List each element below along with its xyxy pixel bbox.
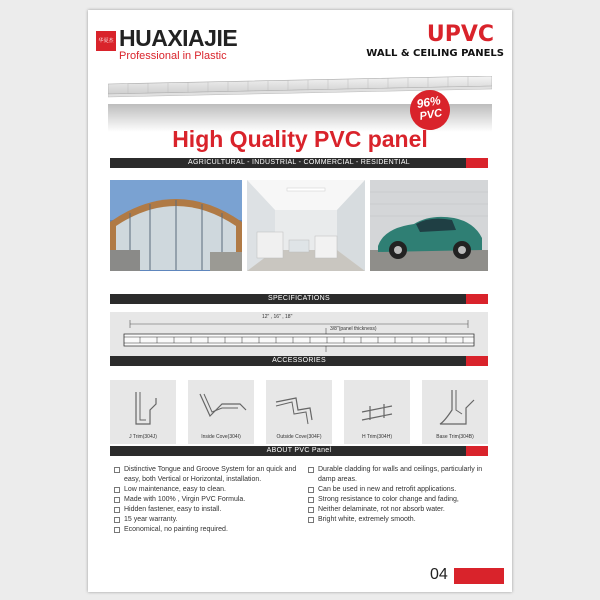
list-item-continuation: damp areas. — [318, 476, 357, 483]
badge-material: PVC — [418, 107, 444, 123]
about-bar: ABOUT PVC Panel — [110, 446, 488, 456]
applications-bar: AGRICULTURAL - INDUSTRIAL - COMMERCIAL - RESIDENTIAL — [110, 158, 488, 168]
accessory-label: J Trim(304J) — [129, 434, 157, 440]
interior-room-photo — [247, 180, 365, 271]
accessory-label: Inside Cove(304I) — [201, 434, 241, 440]
list-item: Neither delaminate, rot nor absorb water. — [308, 505, 506, 515]
product-title: UPVC — [426, 22, 494, 47]
brand-tagline: Professional in Plastic — [119, 50, 227, 62]
accessory-outside-cove — [266, 380, 332, 444]
panel-profile-drawing — [110, 312, 488, 356]
page-number-bar — [454, 568, 504, 584]
accessories-bar: ACCESSORIES — [110, 356, 488, 366]
panel-thickness-label: 3/8"(panel thickness) — [330, 326, 377, 332]
brand-logo-icon: 华夏杰 — [96, 31, 116, 51]
list-item: Made with 100% , Virgin PVC Formula. — [114, 495, 306, 505]
about-list-left — [114, 465, 306, 535]
list-item-continuation: easy, both Vertical or Horizontal, installation. — [124, 476, 262, 483]
accessory-label: H Trim(304H) — [361, 434, 392, 440]
brochure-page — [88, 10, 512, 592]
accessory-inside-cove — [188, 380, 254, 444]
specifications-bar: SPECIFICATIONS — [110, 294, 488, 304]
list-item: Hidden fastener, easy to install. — [114, 505, 306, 515]
page-number: 04 — [430, 566, 448, 583]
list-item: Distinctive Tongue and Groove System for an quick and — [114, 465, 306, 475]
list-item: Bright white, extremely smooth. — [308, 515, 506, 525]
list-item: Strong resistance to color change and fading, — [308, 495, 506, 505]
product-subtitle: WALL & CEILING PANELS — [366, 48, 504, 59]
accessory-h-trim — [344, 380, 410, 444]
about-list-right — [308, 465, 506, 525]
accessory-label: Outside Cove(304F) — [276, 434, 322, 440]
list-item: Durable cladding for walls and ceilings, particularly in — [308, 465, 506, 475]
badge-percent: 96% — [415, 93, 442, 112]
list-item: Can be used in new and retrofit applications. — [308, 485, 506, 495]
list-item: Economical, no painting required. — [114, 525, 306, 535]
accessory-base-trim — [422, 380, 488, 444]
car-garage-photo — [370, 180, 488, 271]
panel-width-label: 12" , 16" , 18" — [262, 314, 293, 320]
headline: High Quality PVC panel — [172, 126, 428, 152]
greenhouse-photo — [110, 180, 242, 271]
accessory-label: Base Trim(304B) — [436, 434, 474, 440]
list-item: Low maintenance, easy to clean. — [114, 485, 306, 495]
brand-name: HUAXIAJIE — [119, 25, 238, 51]
accessory-j-trim — [110, 380, 176, 444]
list-item: 15 year warranty. — [114, 515, 306, 525]
